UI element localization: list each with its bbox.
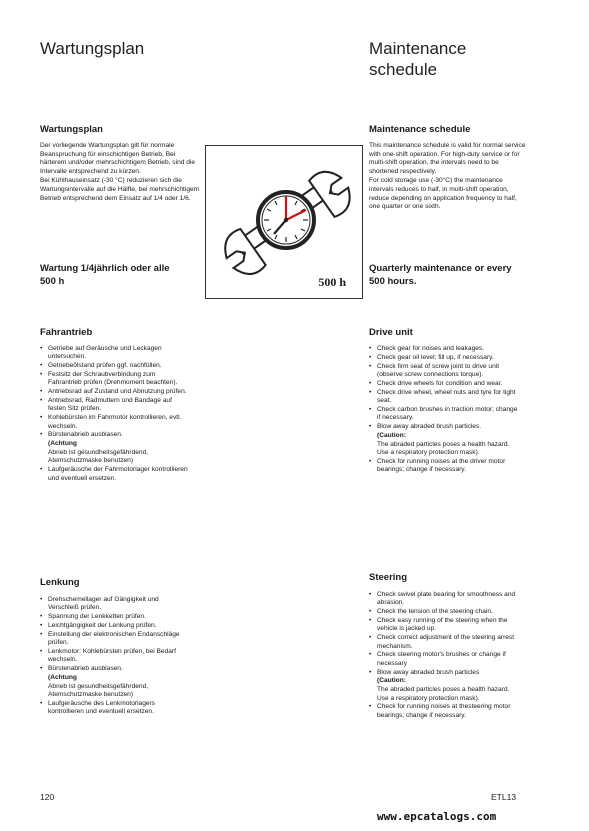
list-item: • Check gear oil level; fill up, if necessary. xyxy=(369,354,519,362)
list-item: • Check drive wheel, wheel nuts and tyre for tight seat. xyxy=(369,389,519,406)
list-item: • Getriebeölstand prüfen ggf. nachfüllen. xyxy=(40,362,190,370)
list-item: • Check carbon brushes in traction motor; change if necessary. xyxy=(369,406,519,423)
list-item: • Check steering motor's brushes or change if necessary xyxy=(369,651,519,668)
steering-de-section xyxy=(40,577,190,717)
list-item: • Kohlebürsten im Fahrmotor kontrollieren, evtl. wechseln. xyxy=(40,414,190,431)
interval-en-line2: 500 hours. xyxy=(369,276,417,287)
list-note: (Caution: xyxy=(377,677,406,685)
list-item: • Check firm seat of screw joint to drive unit (observe screw connections torque). xyxy=(369,363,519,380)
drive-en-heading: Drive unit xyxy=(369,327,413,338)
list-note: The abraded particles poses a health hazard. Use a respiratory protection mask). xyxy=(377,686,510,702)
steering-de-list xyxy=(40,596,190,717)
drive-de-section xyxy=(40,327,190,483)
list-note: (Caution: xyxy=(377,431,406,439)
list-item: • Check for running noises at the driver motor bearings; change if necessary. xyxy=(369,458,519,475)
interval-en-heading xyxy=(369,262,539,288)
maintenance-interval-illustration xyxy=(205,145,363,299)
list-item: • Laufgeräusche des Lenkmotorlagers kontrollieren und eventuell ersetzen. xyxy=(40,700,190,717)
list-item: • Check for running noises at thesteering motor bearings; change if necessary. xyxy=(369,703,519,720)
interval-de-line2: 500 h xyxy=(40,276,65,287)
intro-de-section xyxy=(40,124,202,203)
drive-en-section xyxy=(369,327,519,475)
document-code: ETL13 xyxy=(491,792,517,802)
list-note: (Achtung xyxy=(48,674,77,681)
list-item: • Blow away abraded brush particles. xyxy=(369,423,519,431)
steering-en-list xyxy=(369,591,519,720)
list-item: • Einstellung der elektronischen Endanschläge prüfen. xyxy=(40,631,190,648)
list-item: • Laufgeräusche der Fahrmotorlager kontrollieren und eventuell ersetzen. xyxy=(40,466,190,483)
list-item: • Leichtgängigkeit der Lenkung prüfen. xyxy=(40,622,190,630)
intro-de-heading: Wartungsplan xyxy=(40,124,103,135)
list-item: • Bürstenabrieb ausblasen. xyxy=(40,665,190,673)
interval-de-heading xyxy=(40,262,205,288)
drive-de-list xyxy=(40,345,190,483)
steering-de-heading: Lenkung xyxy=(40,577,80,588)
page-title-en-line1: Maintenance xyxy=(369,39,467,58)
steering-en-section xyxy=(369,572,519,721)
list-note: (Achtung xyxy=(48,440,77,448)
interval-de-line1: Wartung 1/4jährlich oder alle xyxy=(40,263,170,274)
list-note: The abraded particles poses a health hazard. Use a respiratory protection mask). xyxy=(377,440,510,456)
list-item: • Spannung der Lenkketten prüfen. xyxy=(40,613,190,621)
list-item: • Lenkmotor: Kohlebürsten prüfen, bei Bedarf wechseln. xyxy=(40,648,190,665)
list-item: • Check drive wheels for condition and wear. xyxy=(369,380,519,388)
page-title-en-line2: schedule xyxy=(369,60,438,79)
list-item: • Check swivel plate bearing for smoothness and abrasion. xyxy=(369,591,519,608)
steering-en-heading: Steering xyxy=(369,572,408,583)
intro-en-paragraph-1: This maintenance schedule is valid for normal service with one-shift operation. For high-duty service or for multi-shift operation, the intervals need to be shortened respectively. xyxy=(369,142,526,175)
list-item: • Check the tension of the steering chain. xyxy=(369,608,519,616)
page-number: 120 xyxy=(40,792,55,802)
list-item: • Antriebsrad auf Zustand und Abnutzung prüfen. xyxy=(40,388,190,396)
intro-de-paragraph-1: Der vorliegende Wartungsplan gilt für normale Beanspruchung für einschichtigen Betrieb. Bei härterem und/oder mehrschichtigem Betrieb, sind die Intervalle entsprechend zu kürzen. xyxy=(40,142,196,175)
list-item: • Bürstenabrieb ausblasen. xyxy=(40,431,190,439)
page-title-en xyxy=(369,38,466,80)
interval-en-line1: Quarterly maintenance or every xyxy=(369,263,512,274)
list-item: • Getriebe auf Geräusche und Leckagen untersuchen. xyxy=(40,345,190,362)
list-item: • Drehschemellager auf Gängigkeit und Verschleiß prüfen. xyxy=(40,596,190,613)
intro-en-section xyxy=(369,124,529,212)
intro-en-paragraph-2: For cold storage use (-30°C) the maintenance intervals reduces to half, in multi-shift operation, reduce depending on application frequency to half, one quarter or one sixth. xyxy=(369,177,517,211)
list-item: • Antriebsrad, Radmuttern und Bandage auf festen Sitz prüfen. xyxy=(40,397,190,414)
watermark-link[interactable]: www.epcatalogs.com xyxy=(377,810,497,823)
list-item: • Festsitz der Schraubverbindung zum Fahrantrieb prüfen (Drehmoment beachten). xyxy=(40,371,190,388)
list-note: Abrieb ist gesundheitsgefährdend, Atemschutzmaske benutzen) xyxy=(48,682,149,699)
list-item: • Check easy running of the steering when the vehicle is jacked up. xyxy=(369,617,519,634)
drive-de-heading: Fahrantrieb xyxy=(40,327,93,338)
intro-de-paragraph-2: Bei Kühlhauseinsatz (-30 °C) reduzieren sich die Wartungsintervalle auf die Hälfte, bei mehrschichtigem Betrieb entsprechend dem Einsatz auf 1/4 oder 1/6. xyxy=(40,177,200,202)
list-item: • Blow away abraded brush particles xyxy=(369,669,519,677)
list-item: • Check correct adjustment of the steering arrest mechanism. xyxy=(369,634,519,651)
drive-en-list xyxy=(369,345,519,475)
list-note: Abrieb ist gesundheitsgefährdend, Atemschutzmaske benutzen) xyxy=(48,449,149,465)
list-item: • Check gear for noises and leakages. xyxy=(369,345,519,353)
intro-en-heading: Maintenance schedule xyxy=(369,124,471,135)
page-title-de: Wartungsplan xyxy=(40,39,145,58)
interval-label: 500 h xyxy=(318,275,346,289)
